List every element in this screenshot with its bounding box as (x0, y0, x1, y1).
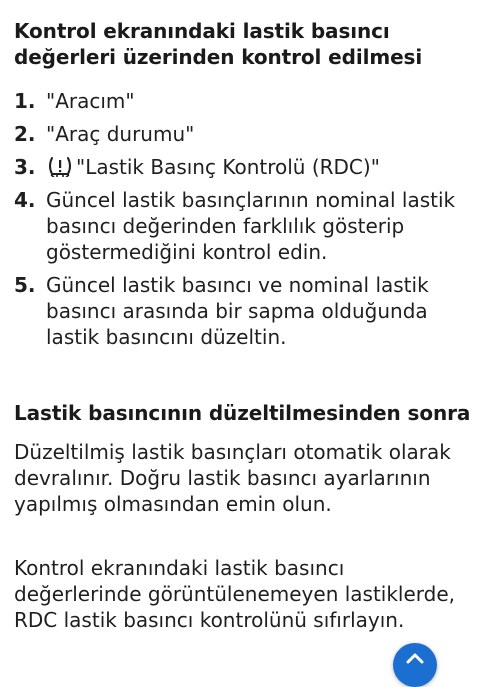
step-text: Güncel lastik basınçlarının nominal lastik basıncı değerinden farklılık gösterip göstermediğini kontrol edin. (46, 188, 456, 264)
paragraph: Düzeltilmiş lastik basınçları otomatik olarak devralınır. Doğru lastik basıncı ayarlarının yapılmış olmasından emin olun. (14, 440, 451, 516)
tire-pressure-warning-icon (46, 155, 74, 177)
step-label: "Lastik Basınç Kontrolü (RDC)" (76, 155, 380, 179)
section-title-after: Lastik basıncının düzeltilmesinden sonra (14, 401, 471, 425)
step-item (14, 154, 474, 180)
step-text: Güncel lastik basıncı ve nominal lastik basıncı arasında bir sapma olduğunda lastik basıncını düzeltin. (46, 273, 429, 349)
step-item (14, 272, 474, 350)
step-number: 2. (14, 122, 36, 146)
step-text: "Aracım" (46, 89, 135, 113)
section-title-check: Kontrol ekranındaki lastik basıncı değerleri üzerinden kontrol edilmesi (14, 19, 423, 69)
step-number: 5. (14, 273, 36, 297)
step-number: 3. (14, 155, 36, 179)
steps-list (14, 88, 474, 357)
step-item (14, 121, 474, 147)
step-number: 4. (14, 188, 36, 212)
chevron-up-icon (405, 651, 425, 665)
step-text: "Araç durumu" (46, 122, 195, 146)
paragraph: Kontrol ekranındaki lastik basıncı değerlerinde görüntülenemeyen lastiklerde, RDC lastik basıncı kontrolünü sıfırlayın. (14, 556, 456, 632)
step-item (14, 88, 474, 114)
step-item (14, 187, 474, 265)
step-number: 1. (14, 89, 36, 113)
step-text-with-icon (46, 154, 474, 180)
scroll-top-button[interactable] (393, 643, 437, 687)
